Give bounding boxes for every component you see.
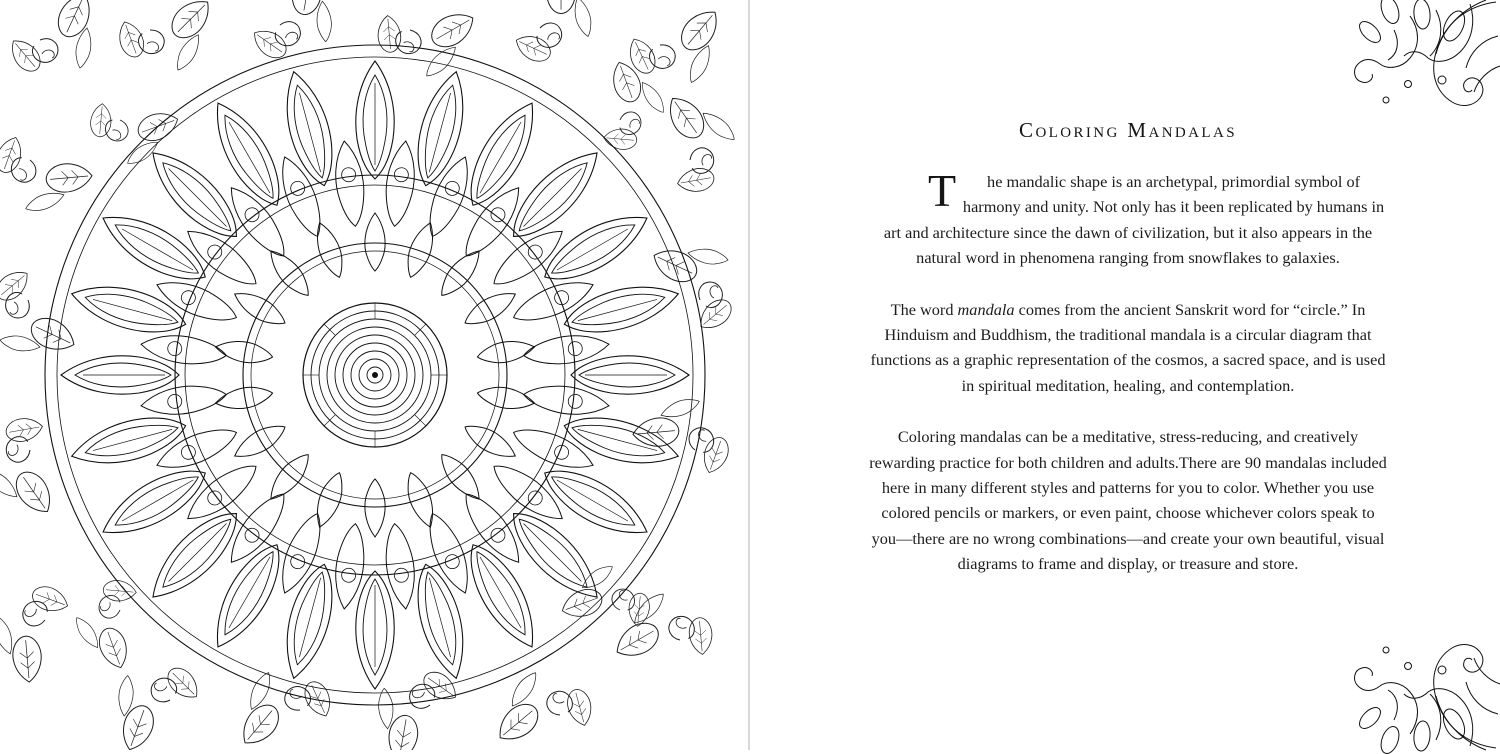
drop-cap: T xyxy=(928,165,957,216)
paragraph-practice xyxy=(868,424,1388,576)
paragraph-definition-lead: The word xyxy=(890,299,958,319)
text-column xyxy=(868,118,1388,577)
left-page-mandala xyxy=(0,0,750,750)
right-page-text xyxy=(750,0,1500,750)
corner-flourish-bottom-right-icon xyxy=(1346,594,1500,754)
paragraph-practice-text: Coloring mandalas can be a meditative, stress-reducing, and creatively rewarding practice for both children and adults.There are 90 mandalas included here in many different styles and patterns for you to color. Whether you use colored pencils or markers, or even paint, choose whichever colors speak to you—there are no wrong combinations—and create your own beautiful, visual diagrams to frame and display, or treasure and store. xyxy=(869,427,1387,574)
paragraph-definition-emphasis: mandala xyxy=(957,299,1015,319)
paragraph-definition xyxy=(868,297,1388,399)
mandala-illustration xyxy=(0,0,750,750)
page-title: Coloring Mandalas xyxy=(1019,118,1237,142)
paragraph-definition-text: comes from the ancient Sanskrit word for “circle.” In Hinduism and Buddhism, the traditional mandala is a circular diagram that functions as a graphic representation of the cosmos, a sacred space, and is used in spiritual meditation, healing, and contemplation. xyxy=(870,299,1386,395)
paragraph-intro xyxy=(868,165,1388,271)
paragraph-intro-text: he mandalic shape is an archetypal, primordial symbol of harmony and unity. Not only has it been replicated by humans in art and architecture since the dawn of civilization, but it also appears in the natural word in phenomena ranging from snowflakes to galaxies. xyxy=(883,172,1385,268)
